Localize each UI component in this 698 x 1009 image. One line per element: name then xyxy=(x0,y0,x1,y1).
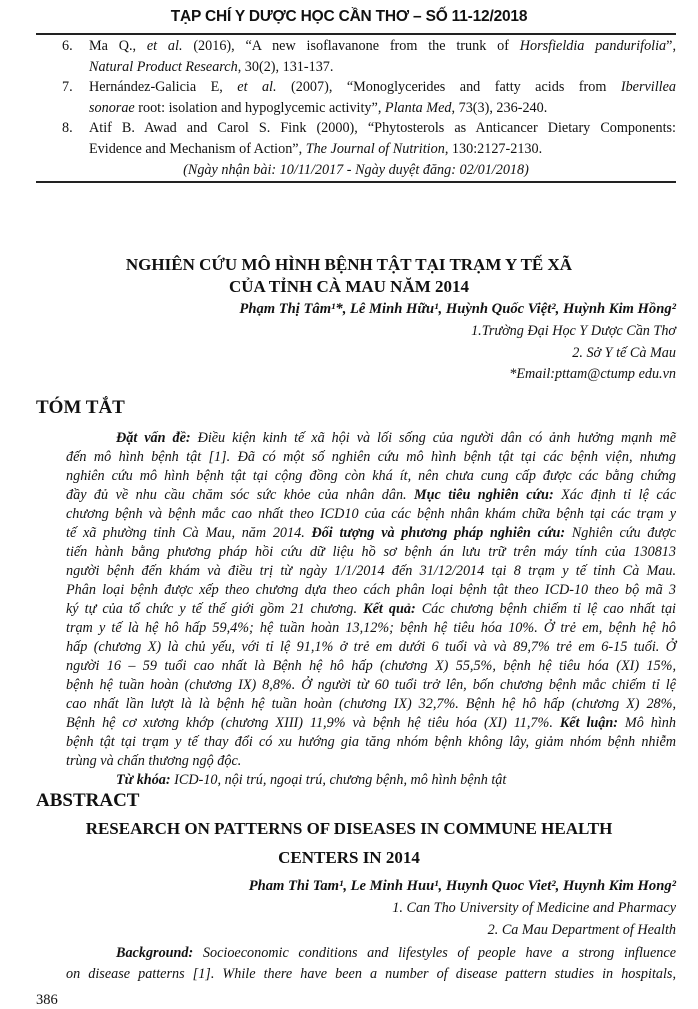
affiliation-en-1: 1. Can Tho University of Medicine and Pharmacy xyxy=(392,900,676,916)
text-run: Mục tiêu nghiên cứu: xyxy=(414,487,554,503)
text-run: (2007), “Monoglycerides and fatty acids from xyxy=(276,79,621,95)
text-run: trạm y tế là hệ hô hấp 59,4%; hệ tuần hoàn 13,12%; bệnh hệ tiêu hóa 10%. Ở trẻ em, bệnh hệ hô xyxy=(66,620,676,636)
text-run: et al. xyxy=(237,79,277,95)
authors-en: Pham Thi Tam¹, Le Minh Huu¹, Huynh Quoc Viet², Huynh Kim Hong² xyxy=(248,878,676,894)
text-run: nghiên cứu mô hình bệnh tật tại cộng đồng còn khá ít, nên chưa cung cấp được các bằng chứng xyxy=(66,468,676,484)
received-dates: (Ngày nhận bài: 10/11/2017 - Ngày duyệt đăng: 02/01/2018) xyxy=(183,162,529,178)
journal-header: TẠP CHÍ Y DƯỢC HỌC CẦN THƠ – SỐ 11-12/2018 xyxy=(170,8,528,25)
text-run: root: isolation and hypoglycemic activity”, xyxy=(134,99,385,116)
abstract-line xyxy=(66,562,676,580)
text-run: Atif B. Awad and Carol S. Fink (2000), “Phytosterols as Anticancer Dietary Components: xyxy=(89,120,676,136)
text-run: Mô hình xyxy=(618,715,676,731)
text-run: đầy đủ về nhu cầu chăm sóc sức khỏe của nhân dân. xyxy=(66,487,415,503)
text-run: trùng và chấn thương ngộ độc. xyxy=(66,753,242,769)
text-run: Bệnh hệ cơ xương khớp (chương XIII) 11,9% và bệnh hệ tiêu hóa (XI) 11,7%. xyxy=(66,715,560,731)
abstract-line xyxy=(66,638,676,656)
reference-number: 6. xyxy=(62,38,73,54)
reference-line xyxy=(89,119,676,137)
text-run: Background: xyxy=(116,945,194,961)
text-run: , 30(2), 131-137. xyxy=(237,58,334,75)
abstract-line xyxy=(66,752,676,770)
article-title-en-line-1: RESEARCH ON PATTERNS OF DISEASES IN COMMUNE HEALTH xyxy=(85,819,613,838)
text-run: bệnh hệ tuần hoàn (chương IX) 8,8%. Ở người từ 60 tuổi trở lên, bốn chương bệnh mắc chiếm tỉ lệ xyxy=(66,677,676,693)
text-run: Socioeconomic conditions and lifestyles of people have a strong influence xyxy=(193,945,676,961)
text-run: Điều kiện kinh tế xã hội và lối sống của người dân có ảnh hưởng mạnh mẽ xyxy=(190,430,676,446)
author-email[interactable]: *Email:pttam@ctump edu.vn xyxy=(509,366,676,382)
abstract-line xyxy=(66,676,676,694)
text-run: Phân loại bệnh được xếp theo chương dựa theo cách phân loại bệnh tật theo ICD-10 theo bộ mã 3 xyxy=(66,582,676,598)
text-run: Horsfieldia pandurifolia xyxy=(519,38,667,54)
text-run: bệnh tật tại trạm y tế thay đổi có xu hướng gia tăng nhóm bệnh không lây, giảm nhóm bệnh nhiễm xyxy=(66,734,676,750)
abstract-line xyxy=(66,543,676,561)
text-run: The Journal of Nutrition xyxy=(305,140,445,157)
abstract-line xyxy=(66,524,676,542)
abstract-line xyxy=(66,600,676,618)
text-run: Kết luận: xyxy=(559,715,618,731)
text-run: cao nhất lần lượt là là bệnh hệ tuần hoàn (chương IX) 32,7%. Bệnh hệ hô hấp (chương X) 28%, xyxy=(66,696,676,712)
article-title-en-line-2: CENTERS IN 2014 xyxy=(278,848,420,867)
text-run: tiến hành bằng phương pháp hồi cứu dữ liệu hồ sơ bệnh án lưu trữ trên máy tính của 130813 xyxy=(66,544,676,560)
keywords-line xyxy=(116,771,676,789)
affiliation-vi-2: 2. Sở Y tế Cà Mau xyxy=(572,345,676,361)
section-heading-abstract: ABSTRACT xyxy=(36,790,140,811)
text-run: đến mô hình bệnh tật [1]. Đã có một số nghiên cứu mô hình bệnh tật tại các bệnh viện, nhưng xyxy=(66,449,676,465)
text-run: Ibervillea xyxy=(620,79,676,95)
affiliation-en-2: 2. Ca Mau Department of Health xyxy=(487,922,676,938)
text-run: Đặt vấn đề: xyxy=(116,430,191,446)
text-run: Đối tượng và phương pháp nghiên cứu: xyxy=(311,525,566,541)
abstract-line xyxy=(66,467,676,485)
abstract-line xyxy=(66,448,676,466)
abstract-line xyxy=(66,733,676,751)
article-title-line-1: NGHIÊN CỨU MÔ HÌNH BỆNH TẬT TẠI TRẠM Y TẾ XÃ xyxy=(125,255,573,274)
abstract-line xyxy=(66,714,676,732)
abstract-line xyxy=(66,486,676,504)
abstract-line xyxy=(116,944,676,962)
section-divider xyxy=(36,181,676,183)
text-run: Xác định tỉ lệ các xyxy=(553,487,677,503)
reference-number: 8. xyxy=(62,120,73,136)
text-run: (2016), “A new isoflavanone from the trunk of xyxy=(182,38,520,54)
affiliation-vi-1: 1.Trường Đại Học Y Dược Cần Thơ xyxy=(471,323,676,339)
reference-number: 7. xyxy=(62,79,73,95)
page-number: 386 xyxy=(36,992,58,1008)
article-title-line-2: CỦA TỈNH CÀ MAU NĂM 2014 xyxy=(228,277,470,296)
abstract-line xyxy=(66,581,676,599)
abstract-line xyxy=(116,429,676,447)
text-run: Từ khóa: xyxy=(116,772,171,788)
text-run: Hernández-Galicia E, xyxy=(89,79,238,95)
text-run: on disease patterns [1]. While there have been a number of disease pattern studies in hospitals, xyxy=(66,966,676,982)
text-run: , 73(3), 236-240. xyxy=(451,99,548,116)
abstract-line xyxy=(66,657,676,675)
text-run: Natural Product Research xyxy=(89,58,238,75)
text-run: người 16 – 59 tuổi cao nhất là Bệnh hệ hô hấp (chương X) 55,5%, bệnh hệ tiêu hóa (XI) 15%, xyxy=(66,658,676,674)
reference-line xyxy=(89,140,676,158)
text-run: chương bệnh và bệnh mắc cao nhất theo ICD10 của các bệnh nhân khám chữa bệnh tại các trạm y xyxy=(66,506,676,522)
text-run: người bệnh đến khám và điều trị từ ngày 1/1/2014 đến 31/12/2014 tại 8 trạm y tế tỉnh Cà Mau. xyxy=(66,563,676,579)
text-run: Các chương bệnh chiếm tỉ lệ cao nhất tại xyxy=(415,601,676,617)
authors-vi: Phạm Thị Tâm¹*, Lê Minh Hữu¹, Huỳnh Quốc Việt², Huỳnh Kim Hồng² xyxy=(239,301,676,317)
text-run: ”, xyxy=(666,38,676,54)
reference-line xyxy=(89,37,676,55)
reference-line xyxy=(89,99,676,117)
text-run: hấp (chương X) là chủ yếu, với tỉ lệ 91,1% ở trẻ em dưới 6 tuổi và và 89,7% trẻ em 6-15 tuổi. Ở xyxy=(66,639,676,655)
text-run: ký tự của tổ chức y tế thế giới gồm 21 chương. xyxy=(66,601,364,617)
text-run: Evidence and Mechanism of Action”, xyxy=(89,140,306,157)
abstract-line xyxy=(66,619,676,637)
reference-line xyxy=(89,78,676,96)
text-run: , 130:2127-2130. xyxy=(444,140,543,157)
abstract-line xyxy=(66,965,676,983)
abstract-line xyxy=(66,505,676,523)
text-run: Kết quả: xyxy=(363,601,416,617)
section-heading-tom-tat: TÓM TẮT xyxy=(36,397,125,418)
text-run: Nghiên cứu được xyxy=(565,525,676,541)
text-run: Planta Med xyxy=(384,99,452,116)
reference-line xyxy=(89,58,676,76)
text-run: sonorae xyxy=(89,99,135,116)
header-divider xyxy=(36,33,676,35)
abstract-line xyxy=(66,695,676,713)
text-run: tế xã phường tỉnh Cà Mau, năm 2014. xyxy=(66,525,312,541)
text-run: et al. xyxy=(146,38,183,54)
text-run: ICD-10, nội trú, ngoại trú, chương bệnh, mô hình bệnh tật xyxy=(170,772,507,788)
text-run: Ma Q., xyxy=(89,38,147,54)
